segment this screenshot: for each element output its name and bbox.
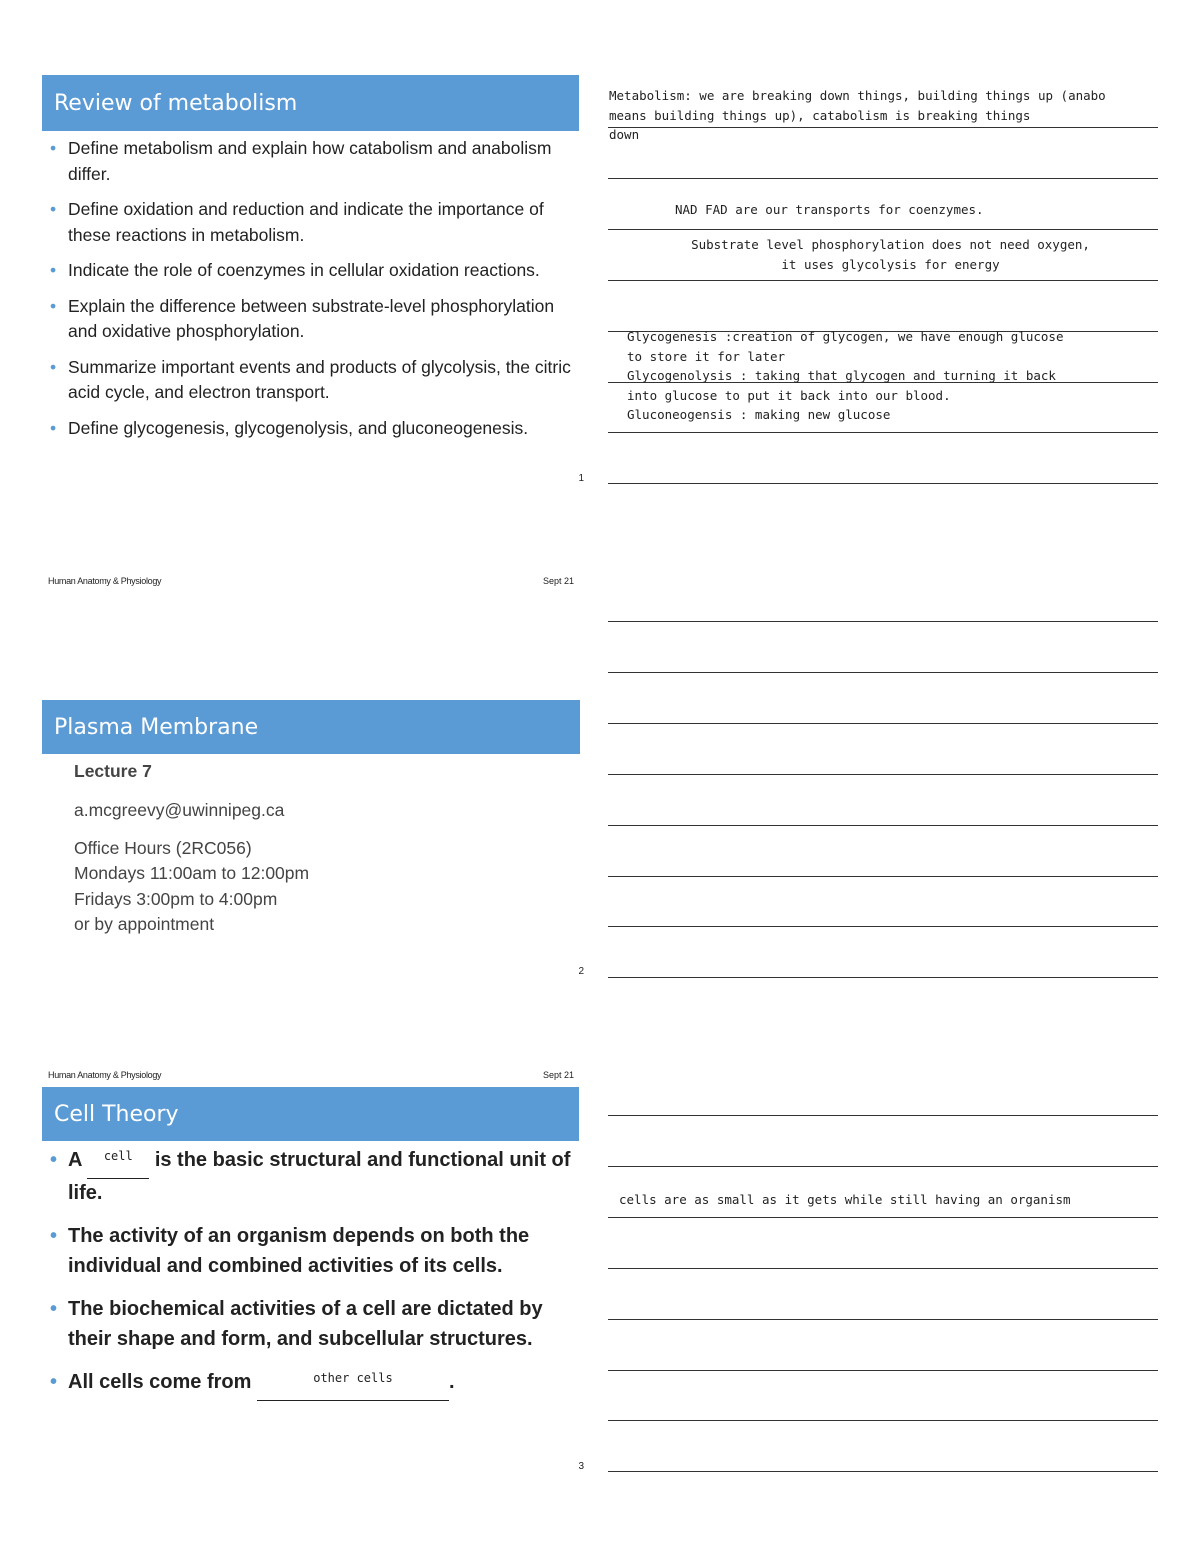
slide-number: 3 — [578, 1461, 584, 1472]
slide-footer-right: Sept 21 — [542, 1070, 574, 1080]
office-hours-line: Mondays 11:00am to 12:00pm — [74, 863, 310, 883]
note-line — [608, 977, 1158, 978]
note-line — [608, 1471, 1158, 1472]
note-coenzymes: NAD FAD are our transports for coenzymes. — [675, 202, 984, 217]
bullet-icon: • — [50, 1149, 58, 1171]
office-hours-title: Office Hours (2RC056) — [74, 838, 252, 858]
note-line — [608, 672, 1158, 673]
bullet-item: • Summarize important events and products of glycolysis, the citric acid cycle, and electron transport. — [50, 356, 571, 402]
slide-footer-left: Human Anatomy & Physiology — [48, 1070, 162, 1080]
note-substrate: Substrate level phosphorylation does not need oxygen, it uses glycolysis for energy — [691, 237, 1090, 272]
lecture-number: Lecture 7 — [74, 761, 152, 781]
bullet-icon: • — [50, 1371, 58, 1393]
office-hours-line: Fridays 3:00pm to 4:00pm — [74, 889, 278, 909]
contact-email: a.mcgreevy@uwinnipeg.ca — [74, 800, 285, 820]
note-line — [608, 1268, 1158, 1269]
bullet-icon: • — [50, 138, 57, 158]
bullet-item: • Define glycogenesis, glycogenolysis, and gluconeogenesis. — [48, 416, 588, 442]
bullet-item: • Define oxidation and reduction and indicate the importance of these reactions in metabolism. — [50, 199, 544, 245]
note-line — [608, 723, 1158, 724]
bullet-item: • Explain the difference between substrate-level phosphorylation and oxidative phosphorylation. — [50, 295, 555, 341]
note-line — [608, 280, 1158, 281]
bullet-icon: • — [50, 260, 57, 280]
slide-footer-left: Human Anatomy & Physiology — [48, 576, 162, 586]
note-metabolism: Metabolism: we are breaking down things, building things up (anabo means building things up), catabolism is breaking things down — [609, 88, 1106, 142]
bullet-icon: • — [50, 199, 57, 219]
note-line — [608, 1166, 1158, 1167]
note-line — [608, 1115, 1158, 1116]
note-line — [608, 1319, 1158, 1320]
bullet-item: • A $^{cell}$ is the basic structural and functional unit of life. — [48, 1146, 590, 1208]
note-glycogen: Glycogenesis :creation of glycogen, we have enough glucose to store it for later Glycogenolysis : taking that glycogen and turning it back into glucose to put it back into our blood. Gluconeogensis : making new glucose — [627, 329, 1064, 422]
bullet-icon: • — [50, 356, 57, 377]
note-line — [608, 1420, 1158, 1421]
note-line — [608, 825, 1158, 826]
slide-number: 2 — [578, 966, 584, 977]
note-line — [608, 229, 1158, 230]
note-line — [608, 926, 1158, 927]
slide-number: 1 — [578, 473, 584, 484]
office-hours-line: or by appointment — [74, 914, 215, 934]
note-line — [608, 621, 1158, 622]
note-line — [608, 483, 1158, 484]
bullet-item: • The activity of an organism depends on both the individual and combined activities of its cells. — [48, 1222, 590, 1281]
note-line — [608, 774, 1158, 775]
bullet-item: • All cells come from $^{other cells}$ . — [48, 1368, 590, 1401]
bullet-icon: • — [50, 1298, 58, 1320]
note-line — [608, 1217, 1158, 1218]
slide-1-title: Review of metabolism — [42, 75, 579, 131]
note-line — [608, 1370, 1158, 1371]
note-line — [608, 178, 1158, 179]
note-line — [608, 432, 1158, 433]
bullet-item: • The biochemical activities of a cell are dictated by their shape and form, and subcellular structures. — [48, 1295, 590, 1354]
bullet-icon: • — [50, 1225, 58, 1247]
fill-in-blank: other cells — [257, 1368, 449, 1401]
bullet-icon: • — [50, 417, 57, 438]
fill-in-blank: cell — [87, 1146, 149, 1179]
slide-1-bullets — [48, 136, 588, 451]
slide-3-title: Cell Theory — [42, 1087, 579, 1141]
note-line — [608, 876, 1158, 877]
slide-3-bullets — [48, 1146, 590, 1415]
slide-2-title: Plasma Membrane — [42, 700, 580, 754]
bullet-icon: • — [50, 295, 57, 316]
bullet-item: • Define metabolism and explain how catabolism and anabolism differ. — [50, 138, 552, 184]
bullet-item: • Indicate the role of coenzymes in cellular oxidation reactions. — [48, 258, 588, 284]
note-cells: cells are as small as it gets while still having an organism — [619, 1192, 1071, 1207]
slide-footer-right: Sept 21 — [542, 576, 574, 586]
